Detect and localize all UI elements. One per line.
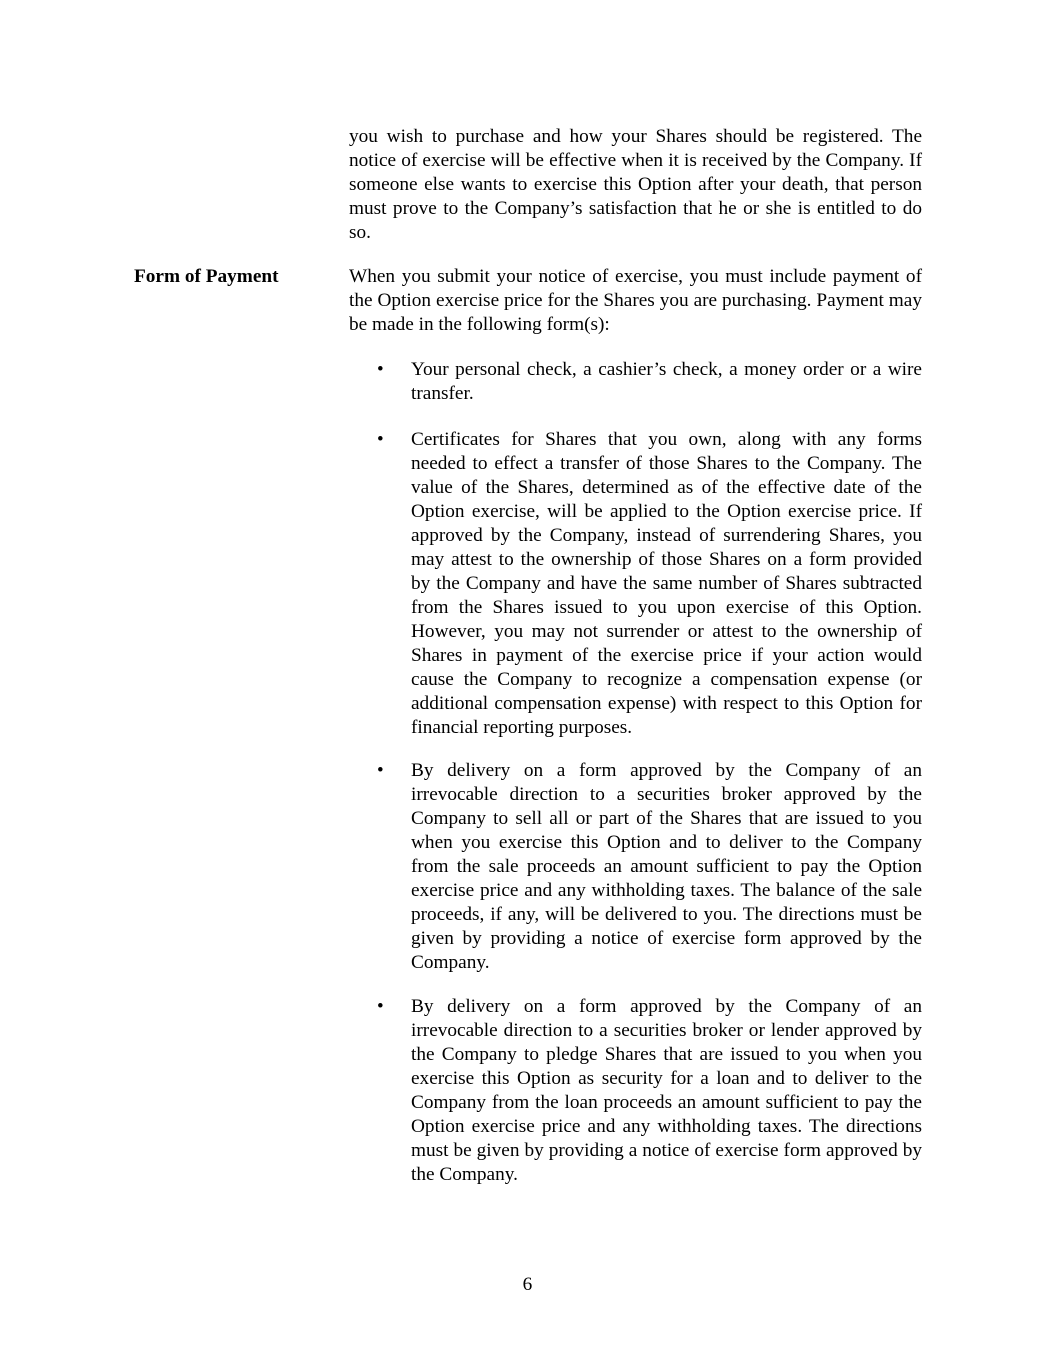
page-number: 6	[522, 1274, 533, 1295]
section-heading-form-of-payment: Form of Payment	[134, 266, 279, 287]
bullet-icon: •	[377, 760, 384, 781]
bullet-icon: •	[377, 996, 384, 1017]
bullet-text: By delivery on a form approved by the Company of an irrevocable direction to a securities broker or lender approved by the Company to pledge Shares that are issued to you when you exercise this Option as security for a loan and to deliver to the Company from the loan proceeds an amount sufficient to pay the Option exercise price and any withholding taxes. The directions must be given by providing a notice of exercise form approved by the Company.	[411, 996, 922, 1185]
continuation-paragraph: you wish to purchase and how your Shares should be registered. The notice of exercise will be effective when it is received by the Company. If someone else wants to exercise this Option after your death, that person must prove to the Company’s satisfaction that he or she is entitled to do so.	[349, 126, 922, 243]
bullet-icon: •	[377, 359, 384, 380]
bullet-text: By delivery on a form approved by the Company of an irrevocable direction to a securities broker approved by the Company to sell all or part of the Shares that are issued to you when you exercise this Option and to deliver to the Company from the sale proceeds an amount sufficient to pay the Option exercise price and any withholding taxes. The balance of the sale proceeds, if any, will be delivered to you. The directions must be given by providing a notice of exercise form approved by the Company.	[411, 760, 922, 973]
bullet-icon: •	[377, 429, 384, 450]
bullet-text: Your personal check, a cashier’s check, a money order or a wire transfer.	[411, 359, 922, 404]
bullet-text: Certificates for Shares that you own, along with any forms needed to effect a transfer of those Shares to the Company. The value of the Shares, determined as of the effective date of the Option exercise, will be applied to the Option exercise price. If approved by the Company, instead of surrendering Shares, you may attest to the ownership of those Shares on a form provided by the Company and have the same number of Shares subtracted from the Shares issued to you upon exercise of this Option. However, you may not surrender or attest to the ownership of Shares in payment of the exercise price if your action would cause the Company to recognize a compensation expense (or additional compensation expense) with respect to this Option for financial reporting purposes.	[411, 429, 922, 738]
section-intro-paragraph: When you submit your notice of exercise, you must include payment of the Option exercise price for the Shares you are purchasing. Payment may be made in the following form(s):	[349, 266, 922, 335]
